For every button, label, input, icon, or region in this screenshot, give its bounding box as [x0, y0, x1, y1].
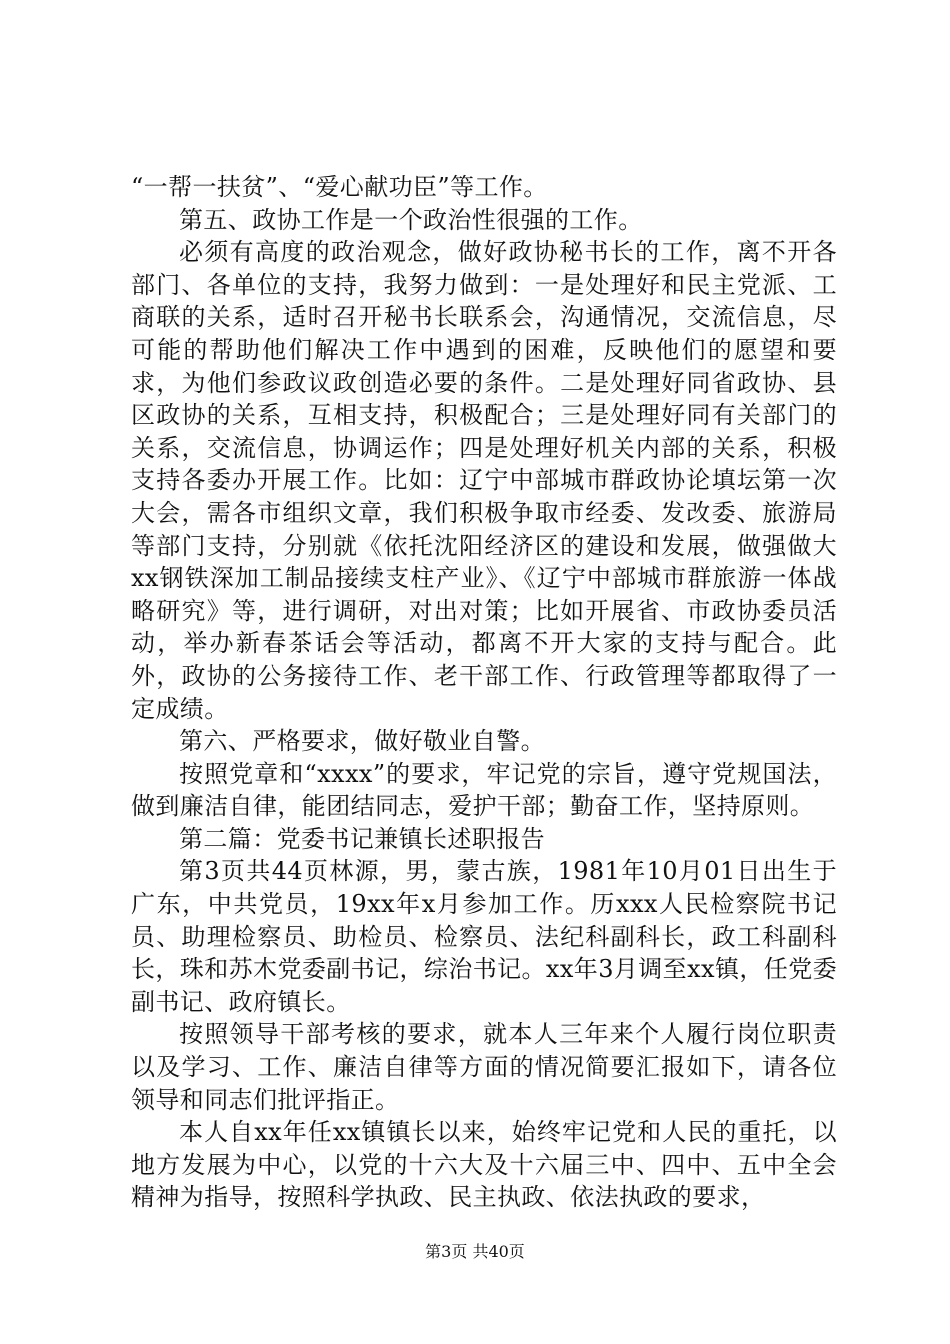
document-body	[131, 171, 837, 1214]
paragraph-5: 按照党章和“xxxx”的要求，牢记党的宗旨，遵守党规国法，做到廉洁自律，能团结同志，爱护干部；勤奋工作，坚持原则。	[131, 759, 837, 821]
paragraph-9: 本人自xx年任xx镇镇长以来，始终牢记党和人民的重托，以地方发展为中心，以党的十六大及十六届三中、四中、五中全会精神为指导，按照科学执政、民主执政、依法执政的要求，	[131, 1118, 837, 1212]
section-heading: 第二篇：党委书记兼镇长述职报告	[179, 824, 545, 853]
paragraph-1: “一帮一扶贫”、“爱心献功臣”等工作。	[131, 173, 548, 201]
page-footer: 第3页 共40页	[425, 1242, 525, 1261]
paragraph-7: 第3页共44页林源，男，蒙古族，1981年10月01日出生于广东，中共党员，19xx年x月参加工作。历xxx人民检察院书记员、助理检察员、助检员、检察员、法纪科副科长，政工科副科长，珠和苏木党委副书记，综治书记。xx年3月调至xx镇，任党委副书记、政府镇长。	[131, 857, 837, 1016]
paragraph-4: 第六、严格要求，做好敬业自警。	[179, 727, 545, 756]
paragraph-8: 按照领导干部考核的要求，就本人三年来个人履行岗位职责以及学习、工作、廉洁自律等方面的情况简要汇报如下，请各位领导和同志们批评指正。	[131, 1020, 837, 1114]
paragraph-2: 第五、政协工作是一个政治性很强的工作。	[179, 205, 643, 234]
paragraph-3: 必须有高度的政治观念，做好政协秘书长的工作，离不开各部门、各单位的支持，我努力做到：一是处理好和民主党派、工商联的关系，适时召开秘书长联系会，沟通情况，交流信息，尽可能的帮助他们解决工作中遇到的困难，反映他们的愿望和要求，为他们参政议政创造必要的条件。二是处理好同省政协、县区政协的关系，互相支持，积极配合；三是处理好同有关部门的关系，交流信息，协调运作；四是处理好机关内部的关系，积极支持各委办开展工作。比如：辽宁中部城市群政协论填坛第一次大会，需各市组织文章，我们积极争取市经委、发改委、旅游局等部门支持，分别就《依托沈阳经济区的建设和发展，做强做大xx钢铁深加工制品接续支柱产业》、《辽宁中部城市群旅游一体战略研究》等，进行调研，对出对策；比如开展省、市政协委员活动，举办新春茶话会等活动，都离不开大家的支持与配合。此外，政协的公务接待工作、老干部工作、行政管理等都取得了一定成绩。	[131, 238, 837, 723]
